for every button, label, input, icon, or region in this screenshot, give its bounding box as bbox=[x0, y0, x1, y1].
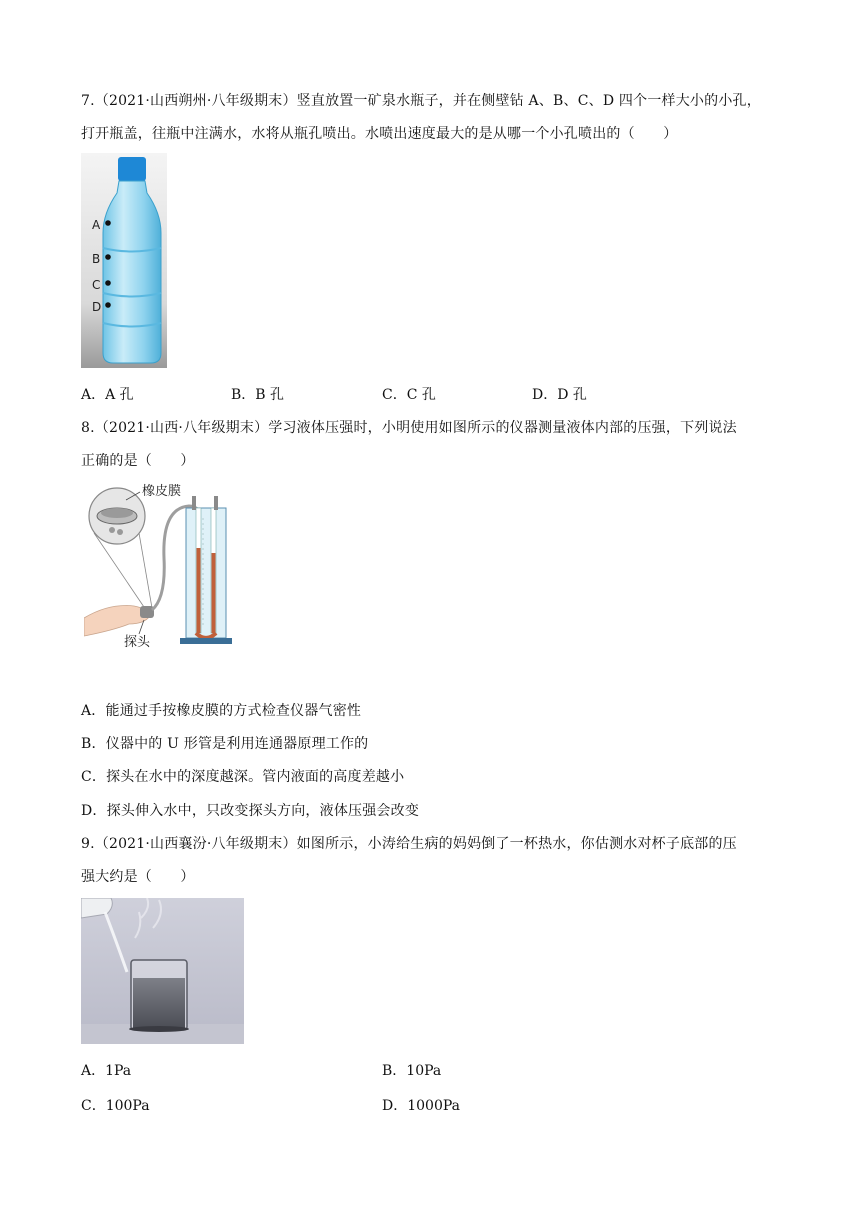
q8-option-d[interactable]: D．探头伸入水中，只改变探头方向，液体压强会改变 bbox=[81, 803, 420, 819]
hole-label-b: B bbox=[92, 252, 101, 266]
q9-stem-line1: 9.（2021·山西襄汾·八年级期末）如图所示，小涛给生病的妈妈倒了一杯热水，你估测水对杯子底部的压 bbox=[81, 836, 737, 852]
hole-label-a: A bbox=[92, 218, 101, 232]
hole-d-dot bbox=[105, 302, 111, 308]
hole-label-d: D bbox=[92, 300, 102, 314]
q8-stem-line1: 8.（2021·山西·八年级期末）学习液体压强时，小明使用如图所示的仪器测量液体内部的压强，下列说法 bbox=[81, 420, 737, 436]
hole-a-dot bbox=[105, 220, 111, 226]
q7-option-d[interactable]: D．D 孔 bbox=[532, 387, 587, 403]
q7-option-b[interactable]: B．B 孔 bbox=[231, 387, 285, 403]
q9-option-d[interactable]: D．1000Pa bbox=[382, 1098, 460, 1114]
q8-stem-line2: 正确的是（ ） bbox=[81, 453, 195, 469]
hole-b-dot bbox=[105, 254, 111, 260]
q7-option-a[interactable]: A．A 孔 bbox=[81, 387, 134, 403]
q9-option-a[interactable]: A．1Pa bbox=[81, 1063, 132, 1079]
q7-stem-line1: 7.（2021·山西朔州·八年级期末）竖直放置一矿泉水瓶子，并在侧壁钻 A、B、C、D 四个一样大小的小孔， bbox=[81, 93, 761, 109]
q8-option-b[interactable]: B．仪器中的 U 形管是利用连通器原理工作的 bbox=[81, 736, 369, 752]
q7-option-c[interactable]: C．C 孔 bbox=[382, 387, 436, 403]
hot-water-cup-figure bbox=[81, 898, 244, 1044]
membrane-label: 橡皮膜 bbox=[142, 484, 182, 499]
probe-label: 探头 bbox=[124, 635, 151, 650]
hole-c-dot bbox=[105, 280, 111, 286]
q7-stem-line2: 打开瓶盖，往瓶中注满水，水将从瓶孔喷出。水喷出速度最大的是从哪一个小孔喷出的（ ） bbox=[81, 126, 678, 142]
hole-label-c: C bbox=[92, 278, 101, 292]
q9-option-b[interactable]: B．10Pa bbox=[382, 1063, 442, 1079]
bottle-cap bbox=[118, 157, 146, 181]
pressure-gauge-figure bbox=[84, 478, 244, 653]
q9-stem-line2: 强大约是（ ） bbox=[81, 869, 195, 885]
q9-option-c[interactable]: C．100Pa bbox=[81, 1098, 150, 1114]
q8-option-a[interactable]: A．能通过手按橡皮膜的方式检查仪器气密性 bbox=[81, 703, 362, 719]
q8-option-c[interactable]: C．探头在水中的深度越深。管内液面的高度差越小 bbox=[81, 769, 405, 785]
water-bottle-figure bbox=[81, 153, 167, 368]
